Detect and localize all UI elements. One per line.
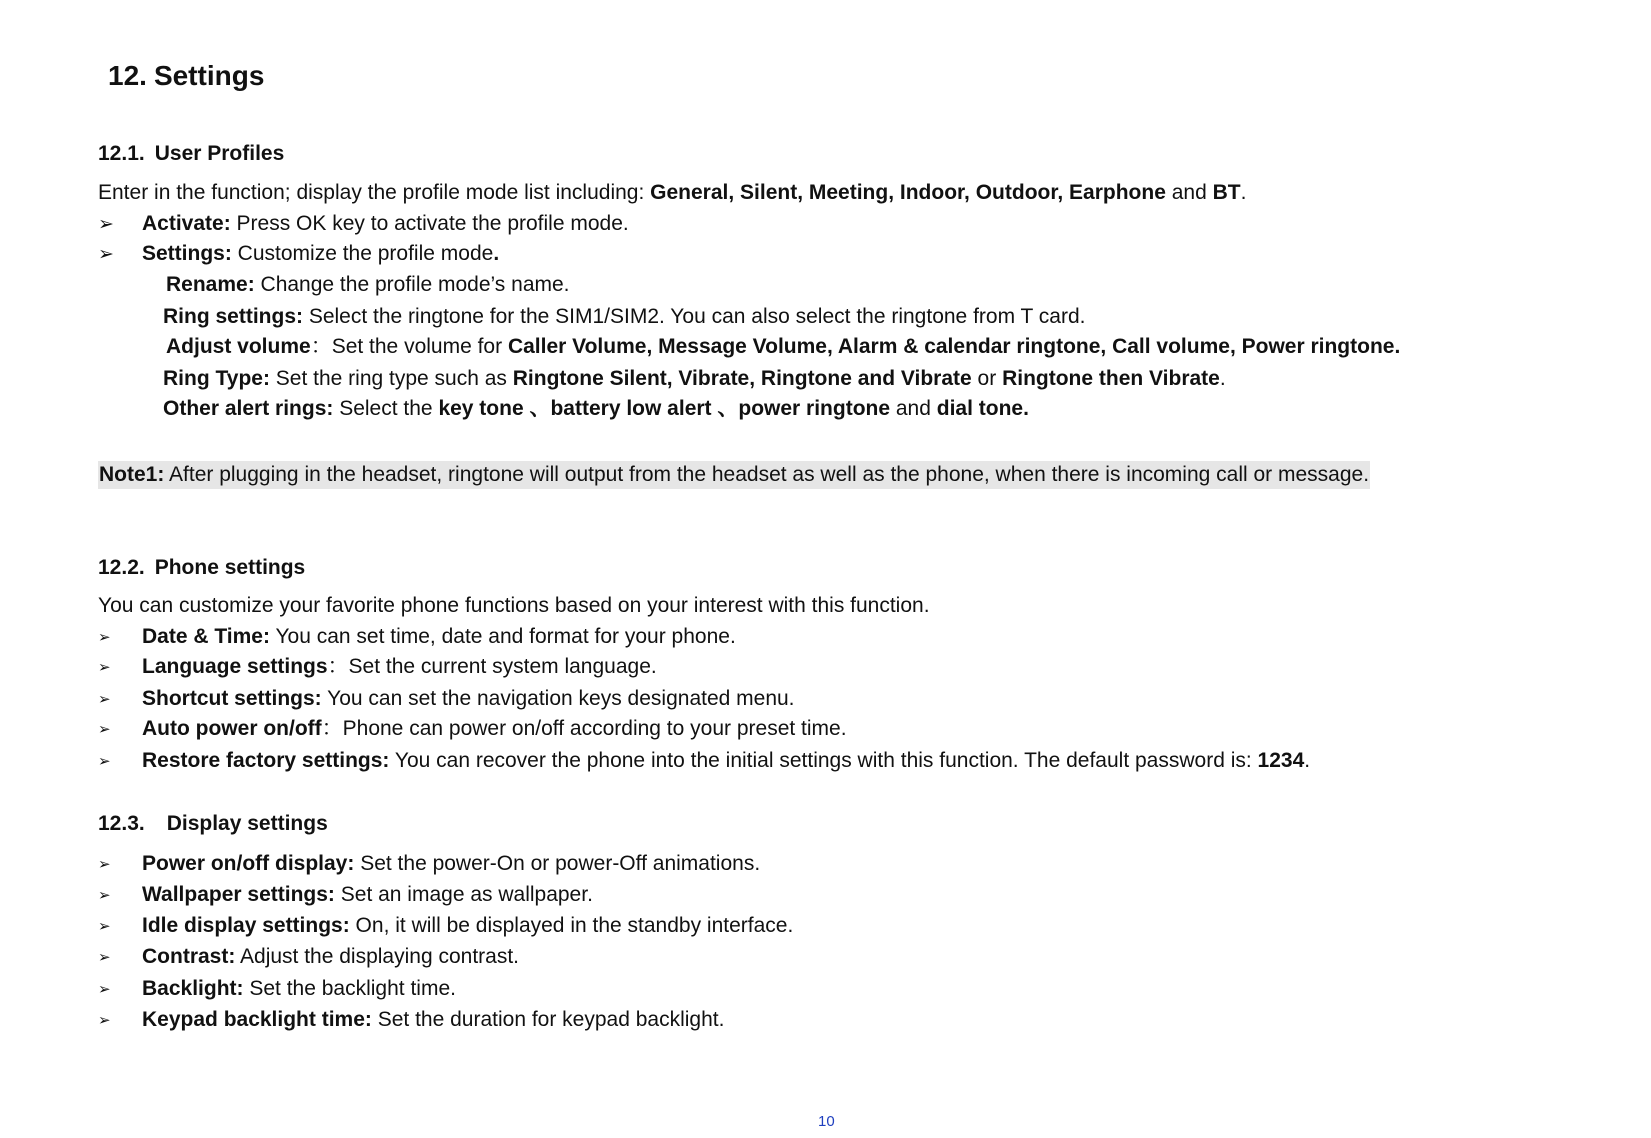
section-number: 12.2.: [98, 556, 145, 579]
language-settings-item: Language settings：Set the current system language.: [142, 655, 657, 678]
restore-factory-item: Restore factory settings: You can recover the phone into the initial settings with this function. The default password is: 1234.: [142, 749, 1311, 772]
activate-item: Activate: Press OK key to activate the profile mode.: [142, 212, 629, 235]
settings-item: Settings: Customize the profile mode.: [142, 242, 500, 265]
section-title: Phone settings: [154, 556, 306, 579]
section-heading-user-profiles: [98, 142, 284, 166]
bullet-arrow-icon: ➢: [98, 948, 111, 966]
section-heading-display-settings: [98, 812, 328, 836]
bullet-arrow-icon: ➢: [98, 720, 111, 738]
bullet-arrow-icon: ➢: [98, 752, 111, 770]
chapter-number: 12.: [108, 60, 147, 91]
rename-subitem: Rename: Change the profile mode’s name.: [166, 273, 570, 296]
headset-note: Note1: After plugging in the headset, ringtone will output from the headset as well as the phone, when there is incoming call or message.: [98, 461, 1370, 489]
section-heading-phone-settings: [98, 556, 305, 580]
contrast-item: Contrast: Adjust the displaying contrast.: [142, 945, 520, 968]
bullet-arrow-icon: ➢: [98, 1011, 111, 1029]
ring-settings-subitem: Ring settings: Select the ringtone for the SIM1/SIM2. You can also select the ringtone from T card.: [163, 305, 1086, 328]
bullet-arrow-icon: ➢: [98, 980, 111, 998]
keypad-backlight-item: Keypad backlight time: Set the duration for keypad backlight.: [142, 1008, 725, 1031]
phone-settings-intro: You can customize your favorite phone functions based on your interest with this function.: [98, 594, 930, 617]
user-profiles-intro: Enter in the function; display the profile mode list including: General, Silent, Meeting, Indoor, Outdoor, Earphone and BT.: [98, 181, 1247, 204]
date-time-item: Date & Time: You can set time, date and format for your phone.: [142, 625, 736, 648]
bullet-arrow-icon: ➢: [98, 886, 111, 904]
bullet-arrow-icon: ➢: [98, 243, 114, 265]
other-alert-rings-subitem: Other alert rings: Select the key tone 、battery low alert 、power ringtone and dial tone.: [163, 397, 1029, 420]
wallpaper-item: Wallpaper settings: Set an image as wallpaper.: [142, 883, 593, 906]
section-title: User Profiles: [154, 142, 285, 165]
chapter-title: Settings: [153, 60, 265, 91]
adjust-volume-subitem: Adjust volume：Set the volume for Caller Volume, Message Volume, Alarm & calendar ringtone, Call volume, Power ringtone.: [166, 335, 1401, 358]
section-title: Display settings: [166, 812, 328, 835]
section-number: 12.1.: [98, 142, 145, 165]
bullet-arrow-icon: ➢: [98, 628, 111, 646]
bullet-arrow-icon: ➢: [98, 658, 111, 676]
idle-display-item: Idle display settings: On, it will be displayed in the standby interface.: [142, 914, 794, 937]
shortcut-settings-item: Shortcut settings: You can set the navigation keys designated menu.: [142, 687, 795, 710]
page-number: 10: [818, 1113, 835, 1130]
chapter-heading: [108, 60, 264, 92]
bullet-arrow-icon: ➢: [98, 690, 111, 708]
auto-power-item: Auto power on/off：Phone can power on/off according to your preset time.: [142, 717, 847, 740]
section-number: 12.3.: [98, 812, 145, 835]
ring-type-subitem: Ring Type: Set the ring type such as Ringtone Silent, Vibrate, Ringtone and Vibrate or Ringtone then Vibrate.: [163, 367, 1226, 390]
bullet-arrow-icon: ➢: [98, 917, 111, 935]
power-display-item: Power on/off display: Set the power-On or power-Off animations.: [142, 852, 761, 875]
bullet-arrow-icon: ➢: [98, 855, 111, 873]
bullet-arrow-icon: ➢: [98, 213, 114, 235]
backlight-item: Backlight: Set the backlight time.: [142, 977, 456, 1000]
